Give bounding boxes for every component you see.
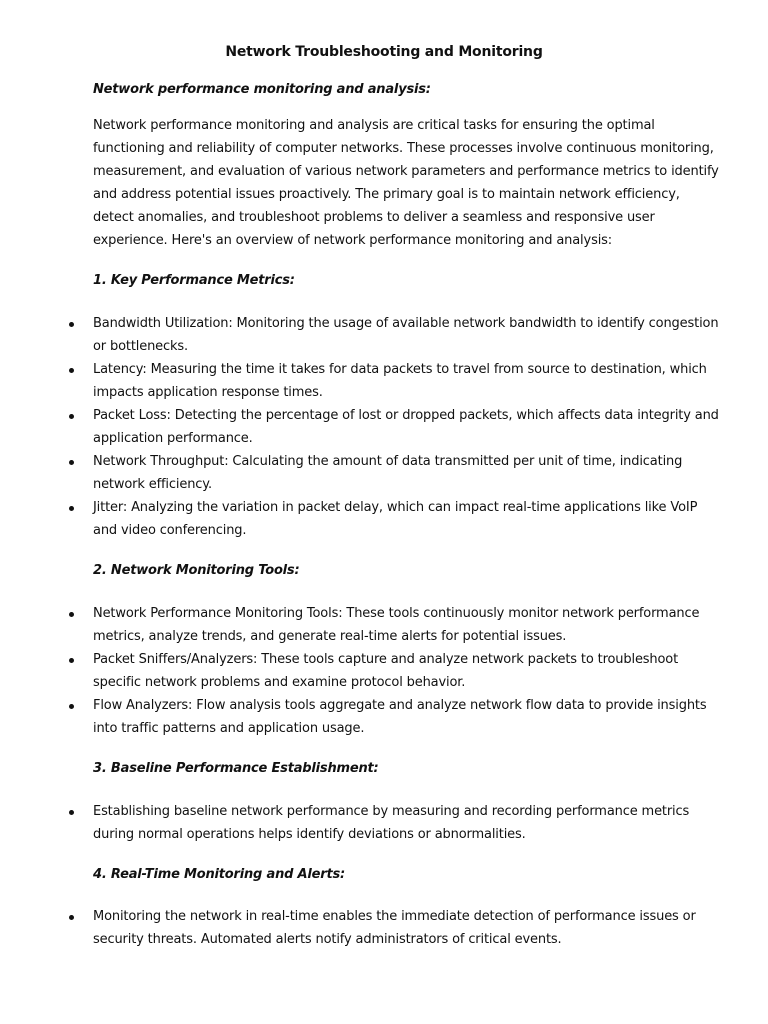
bullet-icon <box>69 658 74 663</box>
section-heading: 4. Real-Time Monitoring and Alerts: <box>93 867 346 882</box>
bullet-icon <box>69 322 74 327</box>
page-title: Network Troubleshooting and Monitoring <box>225 44 543 60</box>
list-item: Network Throughput: Calculating the amount of data transmitted per unit of time, indicating network efficiency. <box>0 450 723 496</box>
section-heading: 1. Key Performance Metrics: <box>93 273 295 288</box>
bullet-icon <box>69 915 74 920</box>
list-item: Packet Loss: Detecting the percentage of lost or dropped packets, which affects data integrity and application performance. <box>0 404 723 450</box>
list-item: Bandwidth Utilization: Monitoring the usage of available network bandwidth to identify congestion or bottlenecks. <box>0 312 723 358</box>
bullet-icon <box>69 460 74 465</box>
section-heading: 3. Baseline Performance Establishment: <box>93 761 379 776</box>
bullet-list <box>0 905 768 951</box>
bullet-icon <box>69 704 74 709</box>
intro-heading: Network performance monitoring and analysis: <box>93 82 431 97</box>
bullet-icon <box>69 414 74 419</box>
section-heading: 2. Network Monitoring Tools: <box>93 563 300 578</box>
list-item: Jitter: Analyzing the variation in packet delay, which can impact real-time applications like VoIP and video conferencing. <box>0 496 723 542</box>
bullet-icon <box>69 368 74 373</box>
bullet-list <box>0 800 768 846</box>
bullet-icon <box>69 506 74 511</box>
list-item: Packet Sniffers/Analyzers: These tools capture and analyze network packets to troubleshoot specific network problems and examine protocol behavior. <box>0 648 723 694</box>
list-item: Establishing baseline network performance by measuring and recording performance metrics during normal operations helps identify deviations or abnormalities. <box>0 800 723 846</box>
bullet-icon <box>69 810 74 815</box>
list-item: Network Performance Monitoring Tools: These tools continuously monitor network performance metrics, analyze trends, and generate real-time alerts for potential issues. <box>0 602 723 648</box>
list-item: Latency: Measuring the time it takes for data packets to travel from source to destination, which impacts application response times. <box>0 358 723 404</box>
bullet-list <box>0 312 768 542</box>
list-item: Flow Analyzers: Flow analysis tools aggregate and analyze network flow data to provide insights into traffic patterns and application usage. <box>0 694 723 740</box>
bullet-icon <box>69 612 74 617</box>
bullet-list <box>0 602 768 740</box>
intro-paragraph: Network performance monitoring and analysis are critical tasks for ensuring the optimal functioning and reliability of computer networks. These processes involve continuous monitoring, measurement, and evaluation of various network parameters and performance metrics to identify and address potential issues proactively. The primary goal is to maintain network efficiency, detect anomalies, and troubleshoot problems to deliver a seamless and responsive user experience. Here's an overview of network performance monitoring and analysis: <box>93 118 719 248</box>
list-item: Monitoring the network in real-time enables the immediate detection of performance issues or security threats. Automated alerts notify administrators of critical events. <box>0 905 723 951</box>
